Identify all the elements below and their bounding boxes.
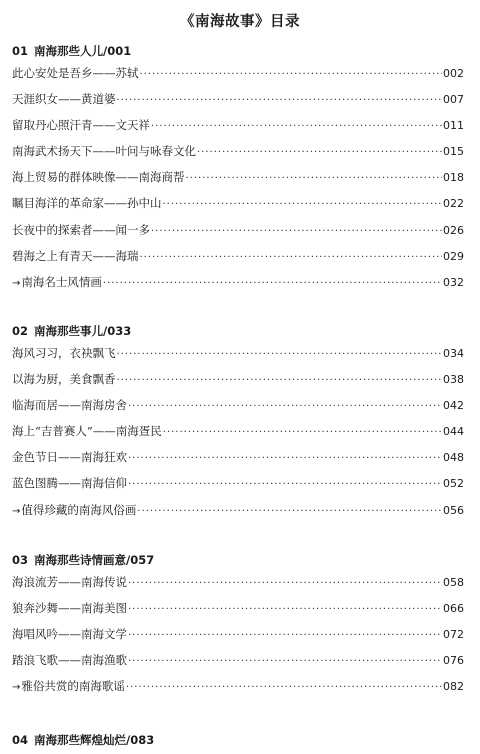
entry-page: 042 [443, 399, 464, 413]
toc-entry[interactable] [12, 470, 464, 496]
dot-leader [163, 420, 442, 446]
toc-entry[interactable] [12, 621, 464, 647]
entry-page: 058 [443, 576, 464, 589]
entry-title: 临海而居——南海房舍 [12, 398, 127, 413]
toc-entry[interactable] [12, 497, 464, 523]
toc-entry[interactable] [12, 444, 464, 470]
toc-entry[interactable] [12, 138, 464, 164]
entry-page: 056 [443, 503, 464, 517]
dot-leader [186, 166, 443, 192]
entry-title: 海唱风吟——南海文学 [12, 627, 127, 642]
entry-title: 瞩目海洋的革命家——孙中山 [12, 196, 162, 211]
entry-page: 066 [443, 602, 464, 616]
dot-leader [117, 368, 443, 394]
dot-leader [117, 342, 443, 368]
dot-leader [117, 88, 443, 114]
toc-entry[interactable] [12, 164, 464, 190]
section-number: 01 [12, 44, 29, 58]
dot-leader [197, 140, 442, 166]
dot-leader [128, 394, 442, 420]
entry-title: 长夜中的探索者——闻一多 [12, 222, 150, 237]
section-03 [12, 551, 464, 699]
entry-title: 此心安处是吾乡——苏轼 [12, 66, 139, 80]
section-heading [12, 42, 464, 60]
section-heading [12, 551, 464, 569]
entry-page: 002 [443, 67, 464, 80]
toc-entry[interactable] [12, 86, 464, 112]
dot-leader [128, 623, 442, 649]
arrow-right-icon: → [12, 505, 21, 517]
entry-title: 狼奔沙舞——南海美图 [12, 601, 127, 616]
entry-page: 022 [443, 197, 464, 211]
dot-leader [128, 472, 442, 498]
section-04 [12, 731, 464, 749]
entry-title: 南海武术扬天下——叶问与咏春文化 [12, 144, 196, 159]
toc-entry[interactable] [12, 366, 464, 392]
entry-page: 034 [443, 347, 464, 360]
entry-title: 碧海之上有青天——海瑞 [12, 248, 139, 263]
entry-title: 海上贸易的群体映像——南海商帮 [12, 170, 185, 185]
dot-leader [137, 499, 442, 525]
entry-title: 南海名士风情画 [21, 274, 102, 289]
toc-entry[interactable] [12, 217, 464, 243]
toc-entry[interactable] [12, 647, 464, 673]
dot-leader [163, 192, 443, 218]
dot-leader [128, 649, 442, 675]
section-number: 04 [12, 733, 29, 747]
dot-leader [128, 597, 442, 623]
dot-leader [128, 446, 442, 472]
toc-entry[interactable] [12, 60, 464, 86]
entry-title: 海风习习，衣袂飘飞 [12, 346, 116, 360]
toc-entry[interactable] [12, 673, 464, 699]
arrow-right-icon: → [12, 682, 21, 694]
entry-title: 天涯织女——黄道婆 [12, 92, 116, 107]
entry-page: 052 [443, 477, 464, 491]
entry-title: 海上“吉普赛人”——南海疍民 [12, 424, 162, 439]
entry-page: 038 [443, 373, 464, 387]
entry-title: 踏浪飞歌——南海渔歌 [12, 653, 127, 668]
section-heading [12, 322, 464, 340]
entry-page: 029 [443, 249, 464, 263]
section-heading [12, 731, 464, 749]
dot-leader [151, 219, 442, 245]
section-01 [12, 42, 464, 295]
entry-title: 海浪流芳——南海传说 [12, 575, 127, 589]
dot-leader [140, 62, 443, 88]
toc-entry[interactable] [12, 340, 464, 366]
toc-entry[interactable] [12, 112, 464, 138]
toc-entry[interactable] [12, 269, 464, 295]
dot-leader [128, 571, 442, 597]
entry-title: 值得珍藏的南海风俗画 [21, 502, 137, 517]
entry-title: 雅俗共赏的南海歌谣 [21, 679, 125, 694]
entry-page: 011 [443, 119, 464, 133]
dot-leader [103, 271, 442, 297]
entry-title: 以海为厨，美食飘香 [12, 372, 116, 387]
entry-page: 082 [443, 680, 464, 694]
section-title: 南海那些人儿/001 [34, 44, 132, 58]
section-02 [12, 322, 464, 523]
toc-entry[interactable] [12, 392, 464, 418]
entry-page: 007 [443, 93, 464, 107]
toc-entry[interactable] [12, 243, 464, 269]
toc-entry[interactable] [12, 569, 464, 595]
entry-page: 032 [443, 275, 464, 289]
section-title: 南海那些诗情画意/057 [34, 553, 155, 567]
entry-page: 018 [443, 171, 464, 185]
section-number: 02 [12, 324, 29, 338]
toc-entry[interactable] [12, 595, 464, 621]
entry-page: 026 [443, 223, 464, 237]
entry-page: 072 [443, 628, 464, 642]
toc-entry[interactable] [12, 190, 464, 216]
entry-page: 048 [443, 451, 464, 465]
toc-entry[interactable] [12, 418, 464, 444]
dot-leader [140, 245, 443, 271]
document-title: 《南海故事》目录 [180, 14, 300, 30]
dot-leader [151, 114, 442, 140]
entry-title: 留取丹心照汗青——文天祥 [12, 118, 150, 133]
section-number: 03 [12, 553, 29, 567]
entry-page: 076 [443, 654, 464, 668]
section-title: 南海那些事儿/033 [34, 324, 132, 338]
entry-title: 蓝色图腾——南海信仰 [12, 476, 127, 491]
entry-page: 044 [443, 425, 464, 439]
section-title: 南海那些辉煌灿烂/083 [34, 733, 155, 747]
dot-leader [126, 675, 442, 701]
arrow-right-icon: → [12, 277, 21, 289]
entry-title: 金色节日——南海狂欢 [12, 450, 127, 465]
entry-page: 015 [443, 145, 464, 159]
